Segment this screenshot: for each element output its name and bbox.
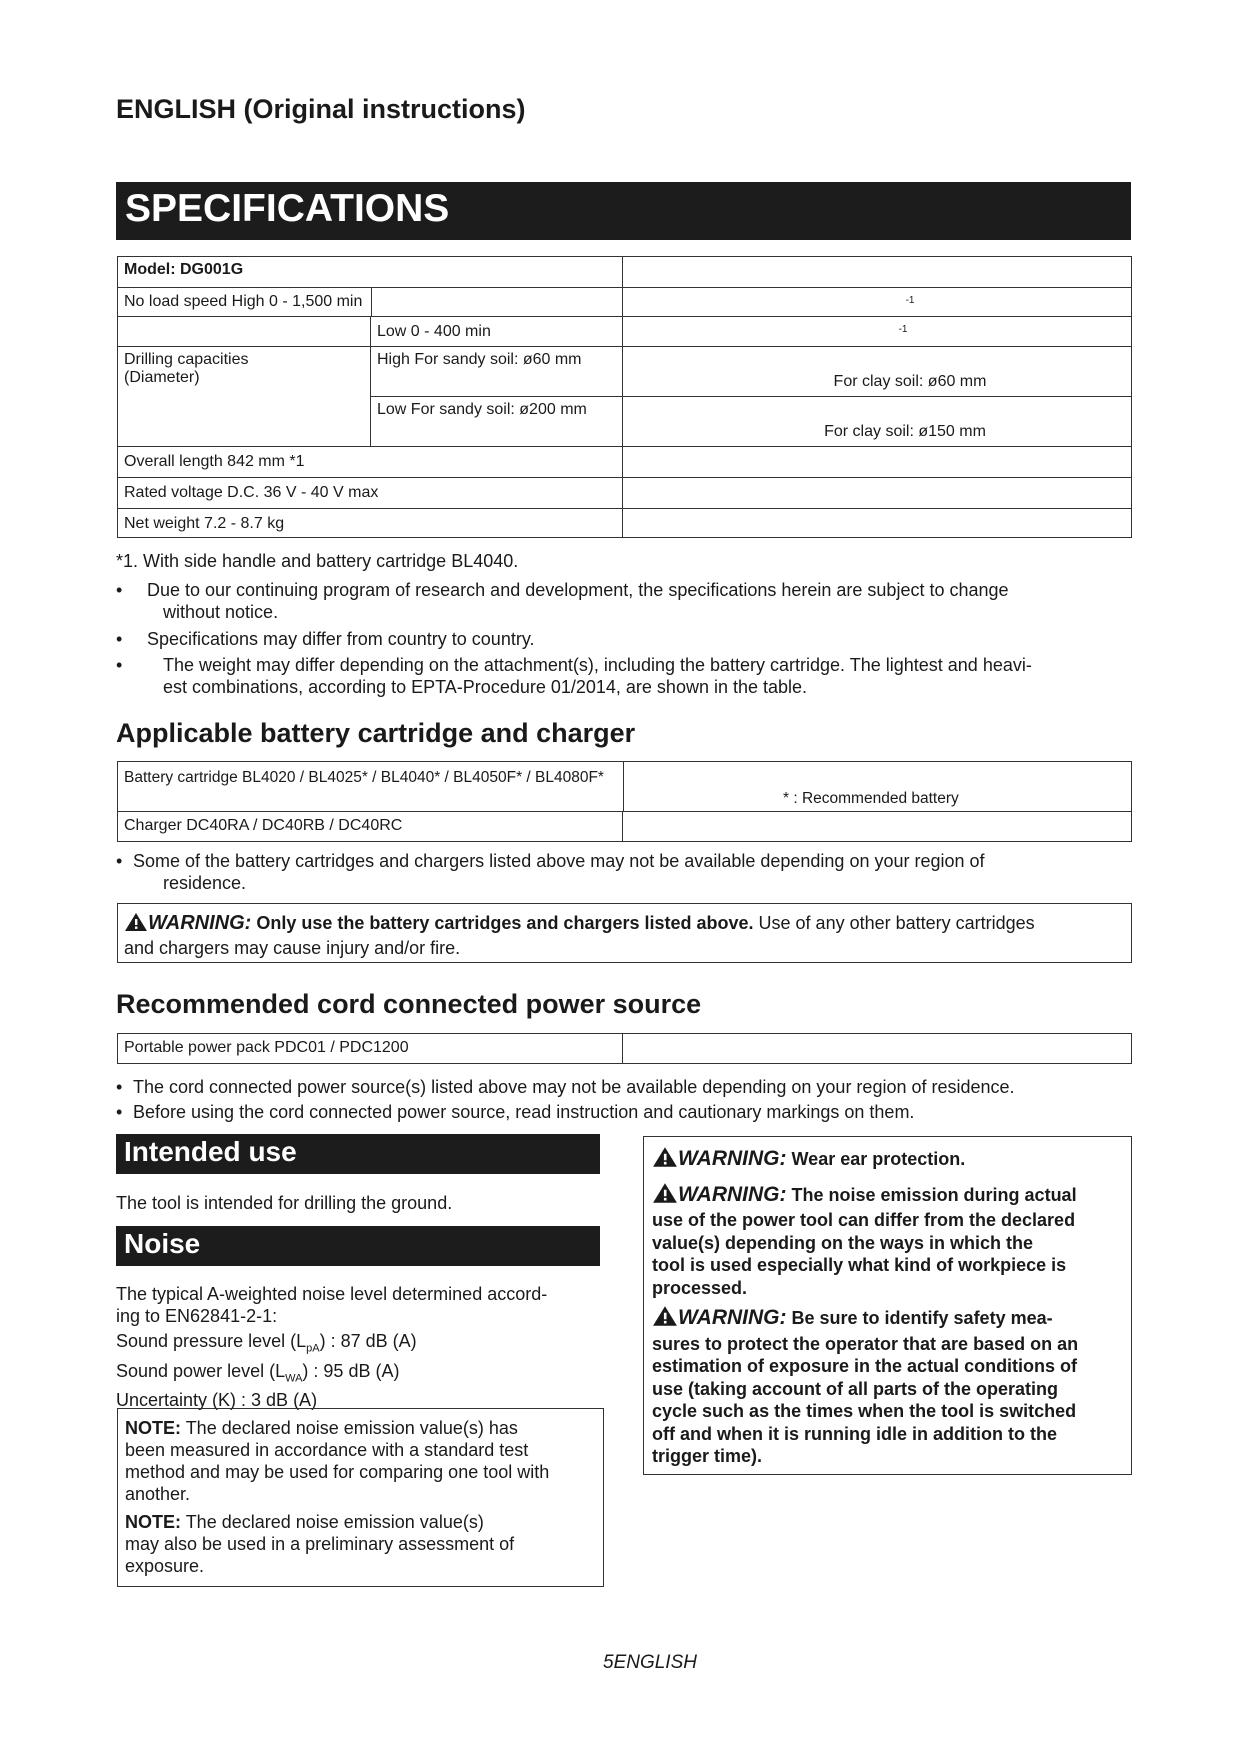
recommended-battery-note: * : Recommended battery xyxy=(783,790,959,807)
power-bullet-1: • The cord connected power source(s) listed above may not be available depending on your region of residence. xyxy=(116,1077,1015,1097)
charger-row: Charger DC40RA / DC40RB / DC40RC xyxy=(118,812,623,842)
drilling-low-clay: For clay soil: ø150 mm xyxy=(623,397,1132,447)
note-1: NOTE: The declared noise emission value(s) has been measured in accordance with a standard test method and may be used for comparing one tool with another. xyxy=(125,1418,550,1504)
drilling-high-clay: For clay soil: ø60 mm xyxy=(623,347,1132,397)
noise-intro: The typical A-weighted noise level determined accord- ing to EN62841-2-1: Sound pressure level $(L_{pA})$ : 87 dB (A) Sound power level $(L_{WA})$ : 95 dB (A) Uncertainty (K) : 3 dB (A) xyxy=(116,1283,616,1411)
battery-bullet: • Some of the battery cartridges and chargers listed above may not be available depending on your region of residence. xyxy=(116,851,985,893)
battery-cartridge-row: Battery cartridge BL4020 / BL4025* / BL4040* / BL4050F* / BL4080F* * : Recommended battery xyxy=(118,762,1132,812)
drilling-low-sandy: Low For sandy soil: ø200 mm xyxy=(371,397,623,447)
spec-bullet-3: • The weight may differ depending on the attachment(s), including the battery cartridge. The lightest and heavi- est combinations, according to EPTA-Procedure 01/2014, are shown in the table. xyxy=(116,655,1032,697)
page-footer: 5ENGLISH xyxy=(603,1652,697,1673)
intended-use-text: The tool is intended for drilling the ground. xyxy=(116,1193,453,1213)
sound-power-level: Sound power level $(L_{WA})$ : 95 dB (A) xyxy=(116,1360,400,1385)
spec-footnote: *1. With side handle and battery cartridge BL4040. xyxy=(116,551,519,571)
intended-use-heading: Intended use xyxy=(116,1134,600,1174)
warning-triangle-icon xyxy=(124,912,148,937)
battery-warning-box: WARNING: Only use the battery cartridges and chargers listed above. Use of any other battery cartridges and chargers may cause injury and/or fire. xyxy=(117,903,1132,963)
warning-safety-measures: WARNING: Be sure to identify safety mea- sures to protect the operator that are based on an estimation of exposure in the actual conditions of use (taking account of all parts of the operating cycle such as the times when the tool is switched off and when it is running idle in addition to the trigger time). xyxy=(652,1306,1079,1466)
rated-voltage-cell: Rated voltage D.C. 36 V - 40 V max xyxy=(118,478,623,509)
spec-bullet-1: • Due to our continuing program of research and development, the specifications herein are subject to change without notice. xyxy=(116,580,1009,622)
document-language-title: ENGLISH (Original instructions) xyxy=(116,94,526,124)
no-load-speed-low-cell: Low 0 - 400 min xyxy=(371,317,623,347)
warning-triangle-icon xyxy=(652,1146,678,1174)
low-speed-unit-sup: -1 xyxy=(898,324,908,335)
uncertainty: Uncertainty (K) : 3 dB (A) xyxy=(116,1390,318,1411)
spec-bullet-2: • Specifications may differ from country to country. xyxy=(116,629,535,649)
noise-heading: Noise xyxy=(116,1226,600,1266)
drilling-capacities-label: Drilling capacities (Diameter) xyxy=(118,347,371,447)
power-bullet-2: • Before using the cord connected power source, read instruction and cautionary markings on them. xyxy=(116,1102,915,1122)
power-source-heading: Recommended cord connected power source xyxy=(116,989,702,1019)
model-cell: Model: DG001G xyxy=(118,257,623,288)
noise-notes-box xyxy=(117,1408,604,1587)
no-load-speed-high-cell: No load speed High 0 - 1,500 min xyxy=(118,288,623,317)
specifications-heading: SPECIFICATIONS xyxy=(116,182,1131,240)
warning-triangle-icon xyxy=(652,1182,678,1210)
battery-section-heading: Applicable battery cartridge and charger xyxy=(116,718,636,748)
note-2: NOTE: The declared noise emission value(s) may also be used in a preliminary assessment of exposure. xyxy=(125,1512,515,1576)
high-speed-unit-sup: -1 xyxy=(905,295,915,306)
battery-table xyxy=(117,761,1132,842)
sound-pressure-level: Sound pressure level $(L_{pA})$ : 87 dB (A) xyxy=(116,1331,417,1355)
power-pack-row: Portable power pack PDC01 / PDC1200 xyxy=(118,1034,623,1064)
warning-noise-emission: WARNING: The noise emission during actual use of the power tool can differ from the declared value(s) depending on the ways in which the tool is used especially what kind of workpiece is processed. xyxy=(652,1182,1077,1298)
specifications-table xyxy=(117,256,1132,538)
power-source-table xyxy=(117,1033,1132,1064)
overall-length-cell: Overall length 842 mm *1 xyxy=(118,447,623,478)
net-weight-cell: Net weight 7.2 - 8.7 kg xyxy=(118,509,623,538)
warning-triangle-icon xyxy=(652,1305,678,1333)
warning-ear-protection: WARNING: Wear ear protection. xyxy=(652,1146,1123,1174)
noise-warnings-box xyxy=(643,1136,1132,1475)
drilling-high-sandy: High For sandy soil: ø60 mm xyxy=(371,347,623,397)
